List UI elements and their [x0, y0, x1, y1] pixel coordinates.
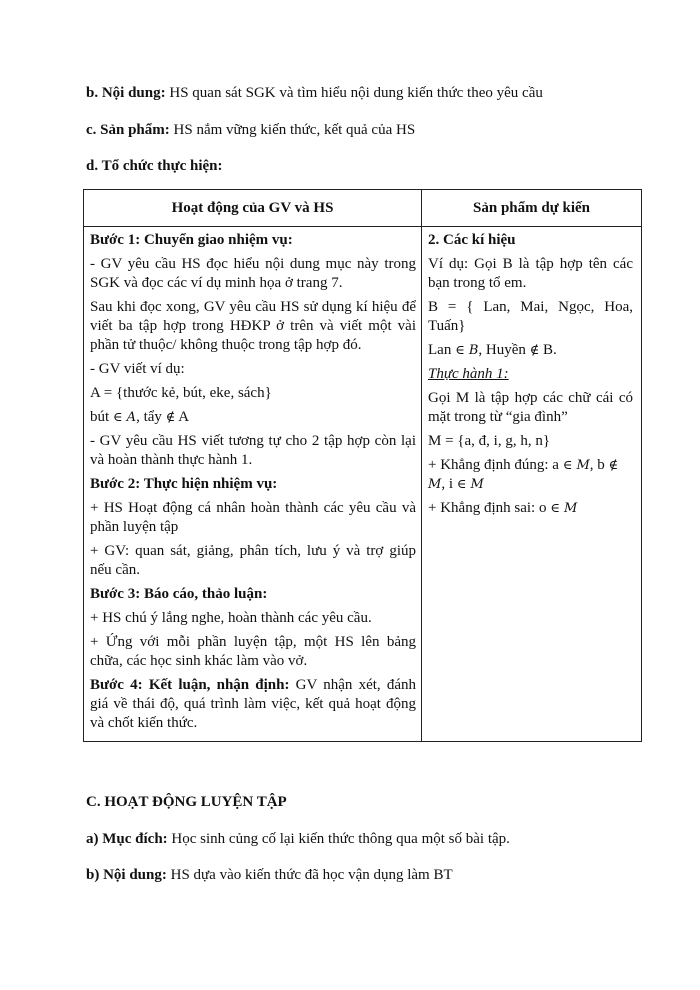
step3-title: Bước 3: Báo cáo, thảo luận: — [90, 586, 268, 602]
math-in-a: ∈ A — [112, 410, 137, 425]
step1-para-1: - GV yêu cầu HS đọc hiểu nội dung mục này trong SGK và đọc các ví dụ minh họa ở trang 7. — [90, 256, 416, 291]
practice-content-label: b) Nội dung: — [86, 867, 167, 883]
step2-para-1: + HS Hoạt động cá nhân hoàn thành các yêu cầu và phần luyện tập — [90, 500, 416, 535]
table-row — [84, 227, 642, 742]
step4-paragraph — [90, 676, 416, 733]
math-in-m: ∈ M — [456, 477, 484, 492]
purpose-line — [86, 829, 640, 849]
math-m: M — [428, 477, 442, 492]
text-span: , tẩy — [136, 409, 166, 425]
step1-membership — [90, 408, 416, 427]
math-not-in: ∉ — [165, 410, 176, 425]
content-line — [86, 83, 640, 103]
practice-title: Thực hành 1: — [428, 366, 509, 382]
col-header-activities: Hoạt động của GV và HS — [84, 190, 422, 227]
step2-title: Bước 2: Thực hiện nhiệm vụ: — [90, 476, 278, 492]
text-span: + Khẳng định sai: o — [428, 500, 551, 516]
text-span: , b — [589, 457, 609, 473]
table-header-row — [84, 190, 642, 227]
text-span: + Khẳng định đúng: a — [428, 457, 563, 473]
products-cell — [422, 227, 642, 742]
text-span: bút — [90, 409, 113, 425]
step4-title: Bước 4: Kết luận, nhận định: — [90, 677, 290, 693]
false-statement — [428, 499, 633, 518]
product-text: HS nắm vững kiến thức, kết quả của HS — [169, 122, 416, 138]
col-header-expected-products: Sản phẩm dự kiến — [422, 190, 642, 227]
example-text: Ví dụ: Gọi B là tập hợp tên các bạn trong tổ em. — [428, 256, 633, 291]
content-label: b. Nội dung: — [86, 85, 166, 101]
product-label: c. Sản phẩm: — [86, 122, 170, 138]
text-span: , i — [441, 476, 457, 492]
math-not-in: ∉ — [529, 343, 540, 358]
step3-para-2: + Ứng với mỗi phần luyện tập, một HS lên bảng chữa, các học sinh khác làm vào vở. — [90, 634, 416, 669]
symbols-title: 2. Các kí hiệu — [428, 232, 516, 248]
step4-text: GV nhận xét, đánh giá về thái độ, quá trình làm việc, kết quả hoạt động và chốt kiến thức. — [90, 677, 416, 731]
activities-cell — [84, 227, 422, 742]
step1-para-2: Sau khi đọc xong, GV yêu cầu HS sử dụng kí hiệu để viết ba tập hợp trong HĐKP ở trên và viết một vài phần tử thuộc/ không thuộc trong tập hợp đó. — [90, 299, 416, 353]
step3-para-1: + HS chú ý lắng nghe, hoàn thành các yêu cầu. — [90, 610, 372, 626]
organization-heading: d. Tổ chức thực hiện: — [86, 158, 223, 174]
step1-para-3: - GV viết ví dụ: — [90, 361, 185, 377]
purpose-label: a) Mục đích: — [86, 831, 168, 847]
section-c-heading: C. HOẠT ĐỘNG LUYỆN TẬP — [86, 794, 287, 810]
step2-para-2: + GV: quan sát, giảng, phân tích, lưu ý và trợ giúp nếu cần. — [90, 543, 416, 578]
content-text: HS quan sát SGK và tìm hiểu nội dung kiến thức theo yêu cầu — [165, 85, 543, 101]
set-m: M = {a, đ, i, g, h, n} — [428, 433, 551, 449]
practice-text: Gọi M là tập hợp các chữ cái có mặt trong từ “gia đình” — [428, 390, 633, 425]
practice-content-line — [86, 865, 640, 885]
product-line — [86, 120, 640, 140]
activity-table — [83, 189, 642, 742]
true-statements — [428, 456, 633, 494]
math-in-m: ∈ M — [562, 458, 590, 473]
step1-title: Bước 1: Chuyển giao nhiệm vụ: — [90, 232, 293, 248]
purpose-text: Học sinh củng cố lại kiến thức thông qua một số bài tập. — [167, 831, 510, 847]
text-span: A — [175, 409, 190, 425]
text-span: B. — [539, 342, 557, 358]
math-not-in: ∉ — [608, 458, 619, 473]
math-in-b: ∈ B — [455, 343, 479, 358]
step1-para-6: - GV yêu cầu HS viết tương tự cho 2 tập hợp còn lại và hoàn thành thực hành 1. — [90, 433, 416, 468]
step1-set-a: A = {thước kẻ, bút, eke, sách} — [90, 385, 272, 401]
set-b-membership — [428, 341, 633, 360]
math-in-m: ∈ M — [550, 501, 578, 516]
text-span: , Huyền — [478, 342, 530, 358]
practice-content-text: HS dựa vào kiến thức đã học vận dụng làm BT — [166, 867, 453, 883]
set-b: B = { Lan, Mai, Ngọc, Hoa, Tuấn} — [428, 299, 633, 334]
text-span: Lan — [428, 342, 456, 358]
